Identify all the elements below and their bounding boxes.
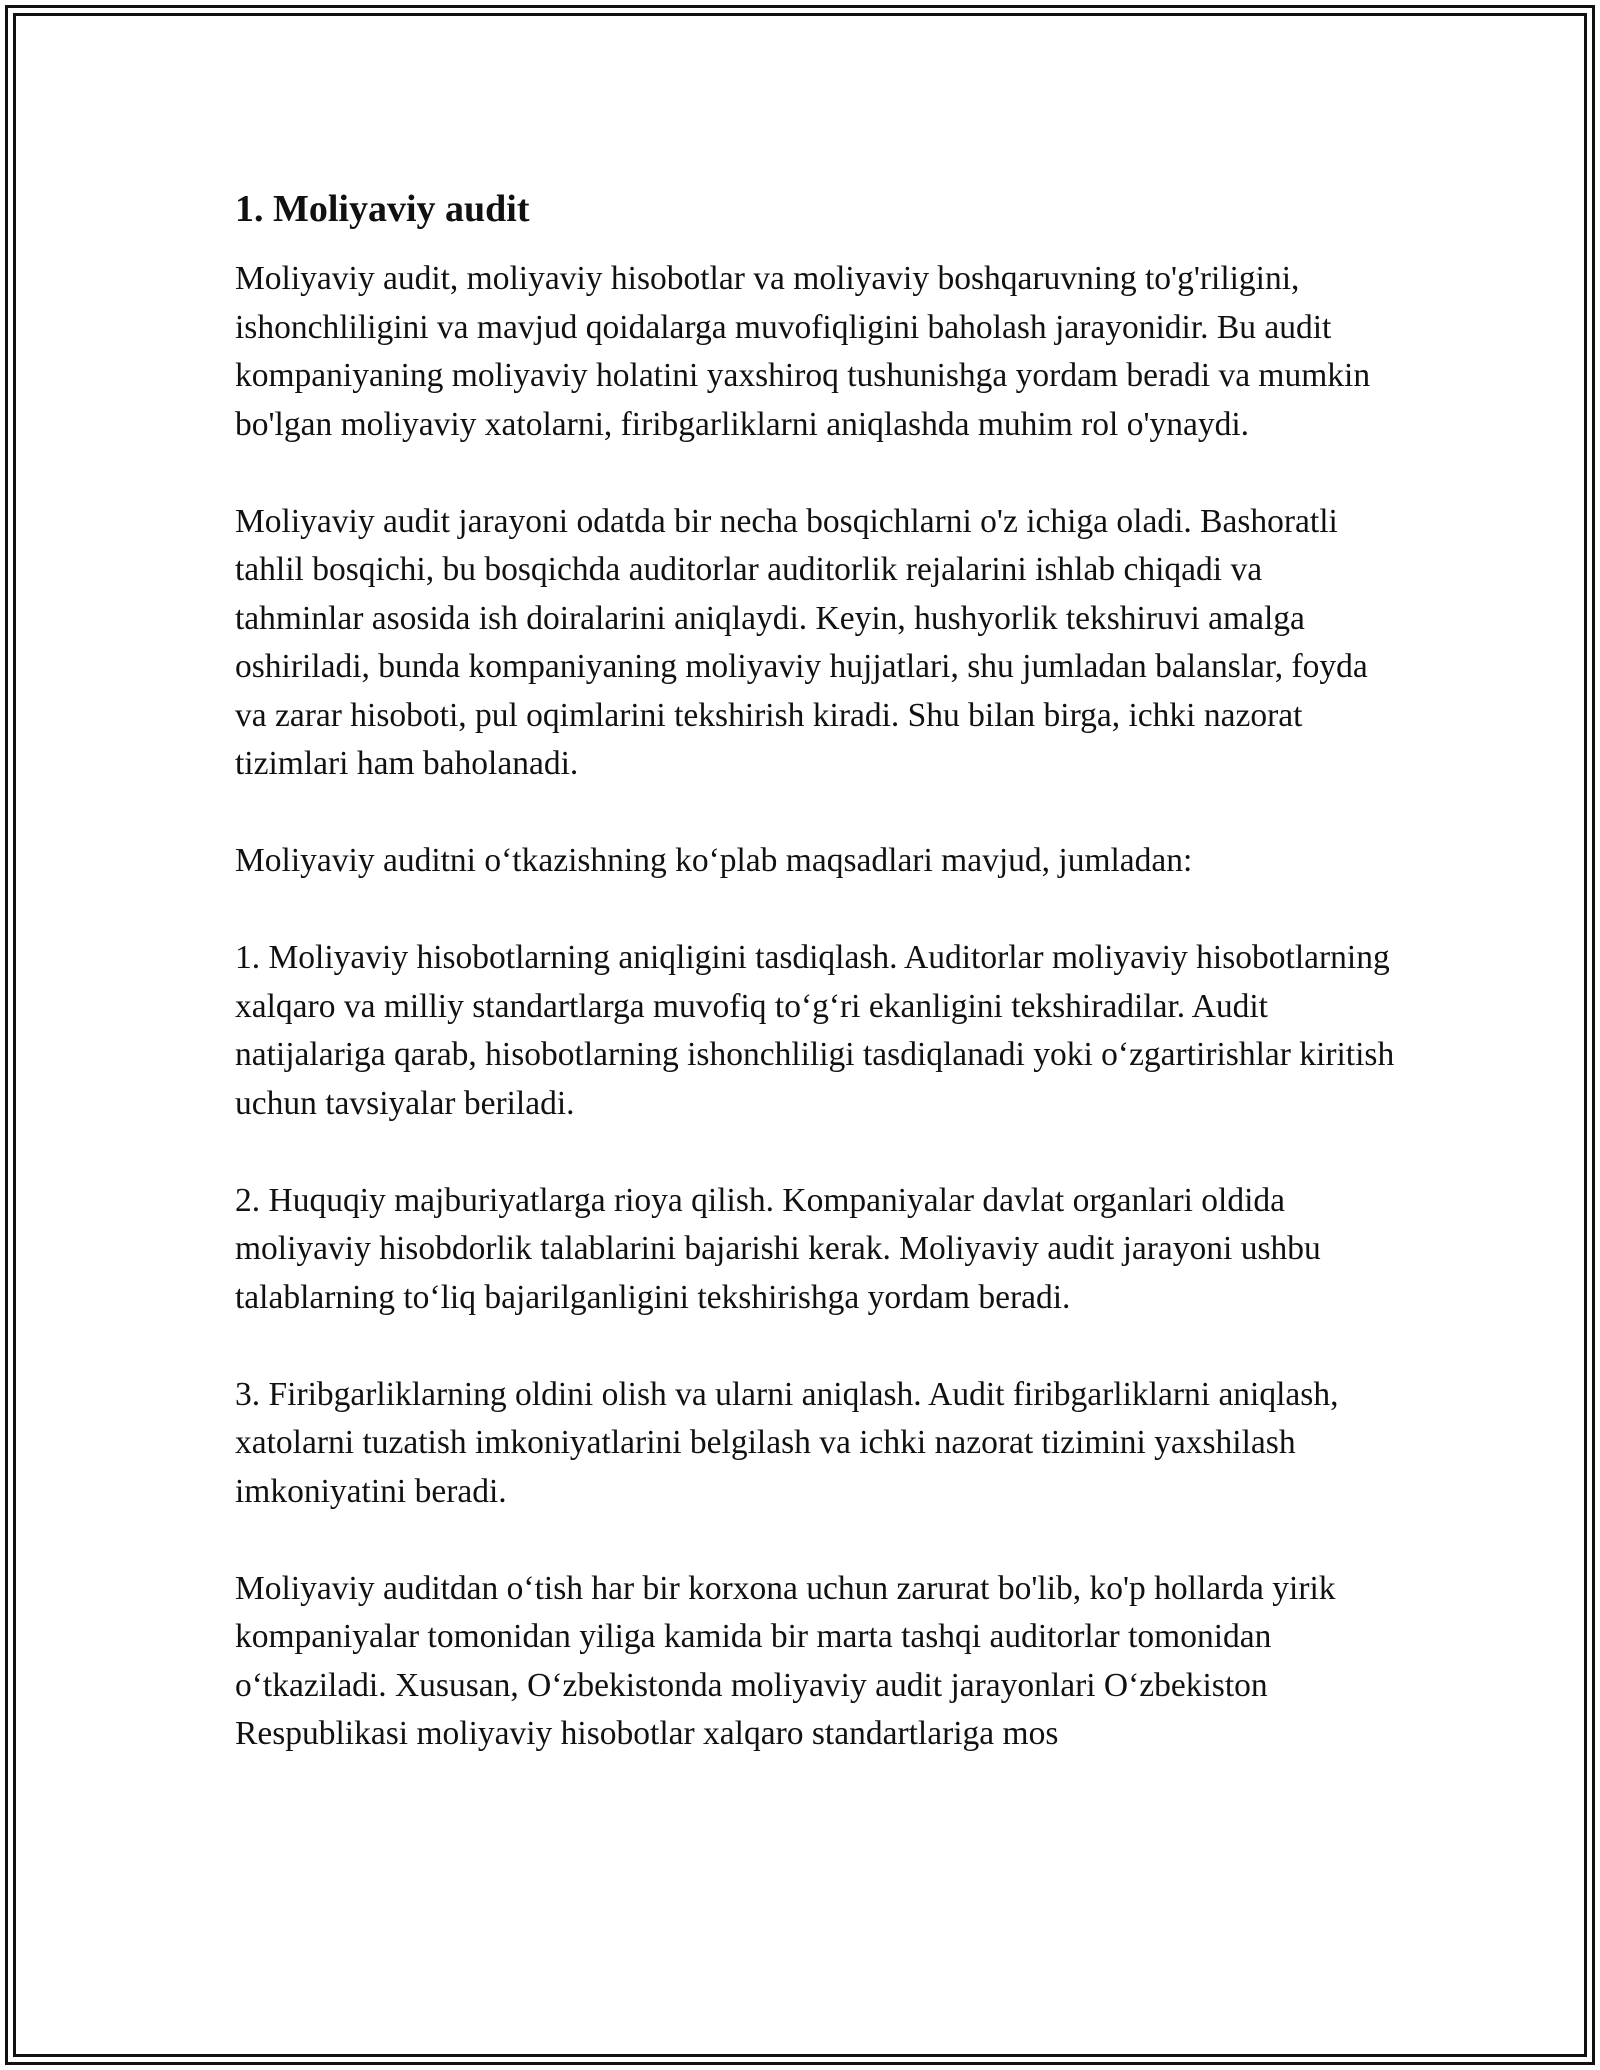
paragraph-conclusion: Moliyaviy auditdan o‘tish har bir korxona uchun zarurat bo'lib, ko'p hollarda yirik kompaniyalar tomonidan yiliga kamida bir marta tashqi auditorlar tomonidan o‘tkaziladi. Xususan, O‘zbekistonda moliyaviy audit jarayonlari O‘zbekiston Respublikasi moliyaviy hisobotlar xalqaro standartlariga mos bbox=[235, 1569, 1336, 1752]
list-item-goal-2: 2. Huquqiy majburiyatlarga rioya qilish. Kompaniyalar davlat organlari oldida moliyaviy hisobdorlik talablarini bajarishi kerak. Moliyaviy audit jarayoni ushbu talablarning to‘liq bajarilganligini tekshirishga yordam beradi. bbox=[235, 1181, 1321, 1316]
section-heading: 1. Moliyaviy audit bbox=[235, 188, 530, 230]
list-item-goal-1: 1. Moliyaviy hisobotlarning aniqligini tasdiqlash. Auditorlar moliyaviy hisobotlarning xalqaro va milliy standartlarga muvofiq to‘g‘ri ekanligini tekshiradilar. Audit natijalariga qarab, hisobotlarning ishonchliligi tasdiqlanadi yoki o‘zgartirishlar kiritish uchun tavsiyalar beriladi. bbox=[235, 939, 1395, 1122]
list-item-goal-3: 3. Firibgarliklarning oldini olish va ularni aniqlash. Audit firibgarliklarni aniqlash, xatolarni tuzatish imkoniyatlarini belgilash va ichki nazorat tizimini yaxshilash imkoniyatini beradi. bbox=[235, 1375, 1339, 1510]
paragraph-intro: Moliyaviy audit, moliyaviy hisobotlar va moliyaviy boshqaruvning to'g'riligini, ishonchliligini va mavjud qoidalarga muvofiqligini baholash jarayonidir. Bu audit kompaniyaning moliyaviy holatini yaxshiroq tushunishga yordam beradi va mumkin bo'lgan moliyaviy xatolarni, firibgarliklarni aniqlashda muhim rol o'ynaydi. bbox=[235, 260, 1371, 443]
document-body bbox=[235, 185, 1395, 1807]
paragraph-process: Moliyaviy audit jarayoni odatda bir necha bosqichlarni o'z ichiga oladi. Bashoratli tahlil bosqichi, bu bosqichda auditorlar auditorlik rejalarini ishlab chiqadi va tahminlar asosida ish doiralarini aniqlaydi. Keyin, hushyorlik tekshiruvi amalga oshiriladi, bunda kompaniyaning moliyaviy hujjatlari, shu jumladan balanslar, foyda va zarar hisoboti, pul oqimlarini tekshirish kiradi. Shu bilan birga, ichki nazorat tizimlari ham baholanadi. bbox=[235, 502, 1368, 782]
paragraph-goals-intro: Moliyaviy auditni o‘tkazishning ko‘plab maqsadlari mavjud, jumladan: bbox=[235, 842, 1193, 879]
